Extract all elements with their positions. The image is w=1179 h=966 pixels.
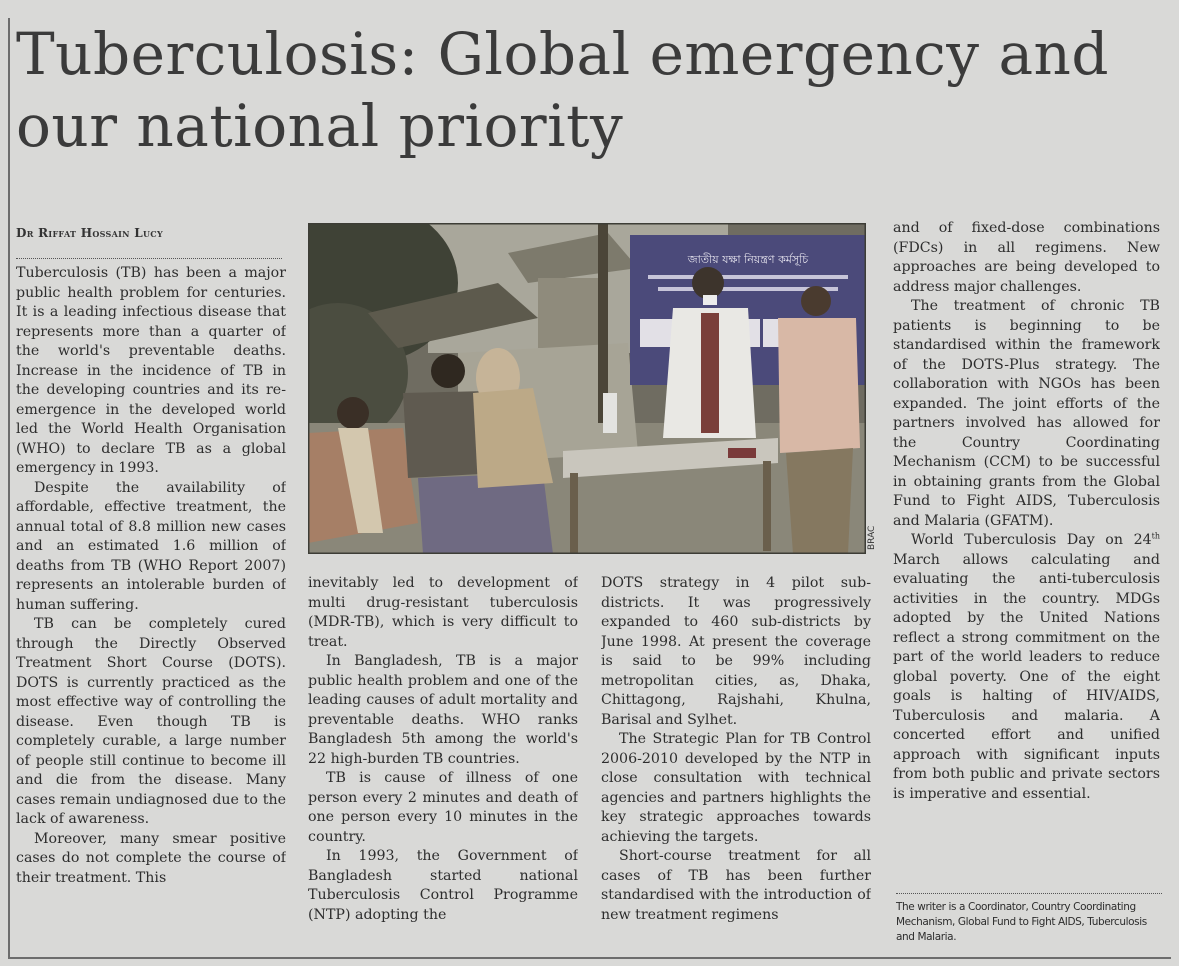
article-column-3 (601, 574, 871, 954)
paragraph (893, 531, 1160, 804)
paragraph-text: World Tuberculosis Day on 24 (911, 532, 1152, 548)
paragraph: TB is cause of illness of one person every 2 minutes and death of one person every 10 minutes in the country. (308, 770, 578, 845)
article-photo (308, 223, 866, 554)
paragraph: Moreover, many smear positive cases do not complete the course of their treatment. This (16, 830, 286, 886)
author-byline: Dr Riffat Hossain Lucy (16, 226, 163, 240)
author-note: The writer is a Coordinator, Country Coordinating Mechanism, Global Fund to Fight AIDS, Tuberculosis and Malaria. (896, 901, 1147, 943)
paragraph-text: March allows calculating and evaluating the anti-tuberculosis activities in the country. MDGs adopted by the United Nations reflect a strong commitment on the part of the world leaders to reduce global poverty. One of the eight goals is halting of HIV/AIDS, Tuberculosis and malaria. A concerted effort and unified approach with significant inputs from both public and private sectors is imperative and essential. (893, 551, 1160, 802)
paragraph: The treatment of chronic TB patients is beginning to be standardised within the framework of the DOTS-Plus strategy. The collaboration with NGOs has been expanded. The joint efforts of the partners involved has allowed for the Country Coordinating Mechanism (CCM) to be successful in obtaining grants from the Global Fund to Fight AIDS, Tuberculosis and Malaria (GFATM). (893, 298, 1160, 529)
paragraph: Despite the availability of affordable, effective treatment, the annual total of 8.8 million new cases and an estimated 1.6 million of deaths from TB (WHO Report 2007) represents an intolerable burden of human suffering. (16, 479, 286, 613)
photo-credit: BRAC (867, 525, 877, 550)
column-rule-left (8, 18, 10, 958)
paragraph: Short-course treatment for all cases of TB has been further standardised with the introduction of new treatment regimens (601, 848, 871, 923)
banner-text: জাতীয় যক্ষা নিয়ন্ত্রণ কর্মসূচি (687, 253, 809, 266)
article-headline: Tuberculosis: Global emergency and our national priority (16, 20, 1110, 160)
article-column-2 (308, 574, 578, 954)
author-note-divider (896, 893, 1162, 894)
paragraph: TB can be completely cured through the Directly Observed Treatment Short Course (DOTS). DOTS is currently practiced as the most effective way of controlling the disease. Even though TB is completely curable, a large number of people still continue to become ill and die from the disease. Many cases remain undiagnosed due to the lack of awareness. (16, 616, 286, 827)
ordinal-suffix: th (1151, 531, 1160, 541)
patient-man (778, 318, 860, 453)
article-column-4 (893, 219, 1160, 879)
column-rule-bottom (8, 957, 1171, 959)
paragraph: and of fixed-dose combinations (FDCs) in all regimens. New approaches are being developed to address major challenges. (893, 220, 1160, 295)
paragraph: The Strategic Plan for TB Control 2006-2010 developed by the NTP in close consultation with technical agencies and partners highlights the key strategic approaches towards achieving the targets. (601, 731, 871, 845)
article-column-1 (16, 264, 286, 954)
paragraph: DOTS strategy in 4 pilot sub-districts. It was progressively expanded to 460 sub-districts by June 1998. At present the coverage is said to be 99% including metropolitan cities, as, Dhaka, Chittagong, Rajshahi, Khulna, Barisal and Sylhet. (601, 575, 871, 728)
photo-illustration (308, 223, 866, 554)
paragraph: inevitably led to development of multi drug-resistant tuberculosis (MDR-TB), which is very difficult to treat. (308, 575, 578, 650)
paragraph: Tuberculosis (TB) has been a major public health problem for centuries. It is a leading infectious disease that represents more than a quarter of the world's preventable deaths. Increase in the incidence of TB in the developing countries and its re-emergence in the developed world led the World Health Organisation (WHO) to declare TB as a global emergency in 1993. (16, 265, 286, 476)
paragraph: In 1993, the Government of Bangladesh started national Tuberculosis Control Programme (NTP) adopting the (308, 848, 578, 923)
byline-divider (16, 258, 282, 259)
paragraph: In Bangladesh, TB is a major public health problem and one of the leading causes of adult mortality and preventable deaths. WHO ranks Bangladesh 5th among the world's 22 high-burden TB countries. (308, 653, 578, 767)
